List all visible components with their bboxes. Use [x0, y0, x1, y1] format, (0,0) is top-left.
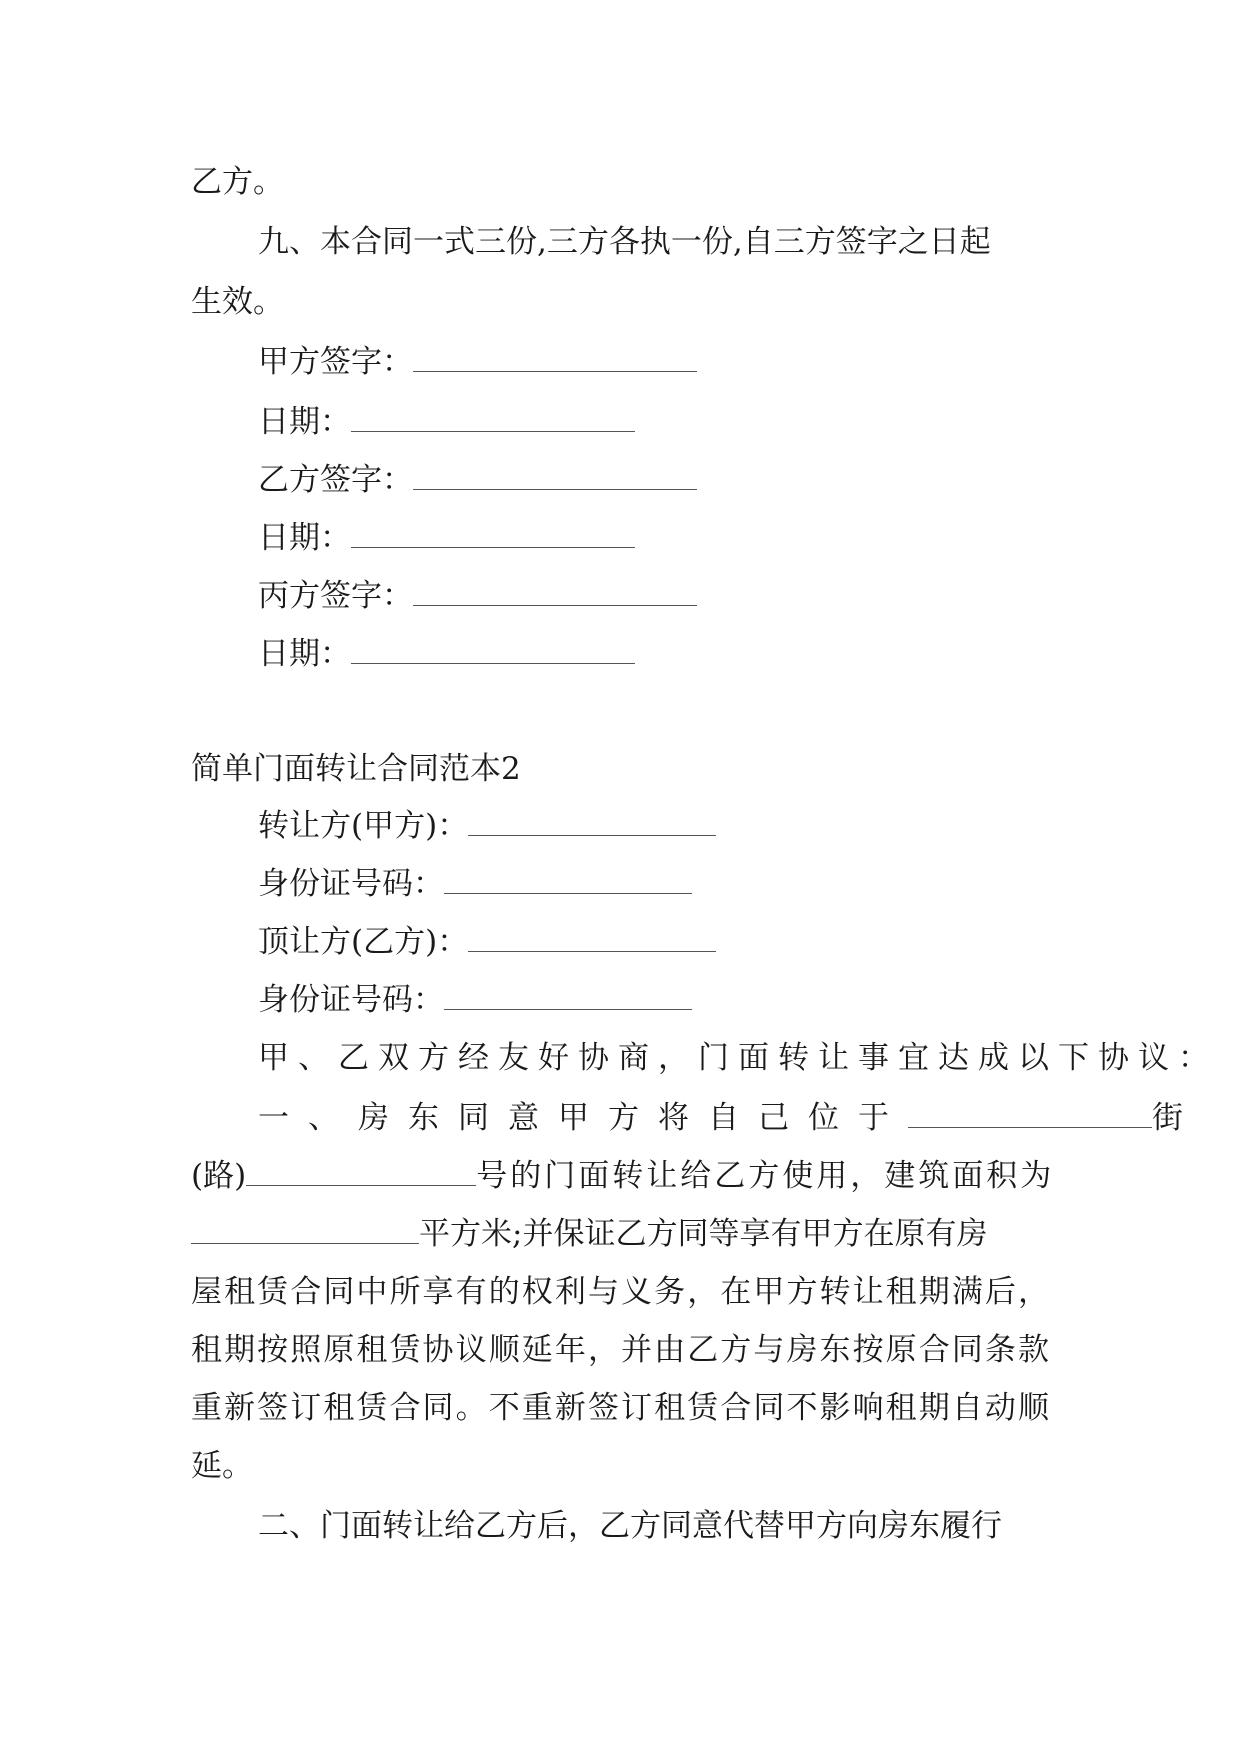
area-blank[interactable] — [191, 1217, 419, 1244]
signature-blank[interactable] — [413, 463, 697, 490]
signature-label: 丙方签字： — [258, 578, 413, 614]
field-blank[interactable] — [444, 867, 692, 894]
field-blank[interactable] — [444, 983, 692, 1010]
date-label: 日期： — [258, 404, 351, 440]
date-blank[interactable] — [351, 637, 635, 664]
clause-nine-line1: 九、本合同一式三份,三方各执一份,自三方签字之日起 — [258, 224, 991, 260]
date-party-b — [258, 518, 635, 558]
street-blank[interactable] — [908, 1101, 1152, 1128]
clause-one-line5: 租期按照原租赁协议顺延年，并由乙方与房东按原合同条款 — [191, 1332, 1049, 1368]
field-label: 身份证号码： — [258, 866, 444, 902]
field-blank[interactable] — [468, 925, 716, 952]
field-label: 顶让方(乙方)： — [258, 924, 469, 960]
field-label: 转让方(甲方)： — [258, 808, 469, 844]
clause-one-line3: 平方米;并保证乙方同等享有甲方在原有房 — [191, 1214, 987, 1254]
date-blank[interactable] — [351, 405, 635, 432]
date-label: 日期： — [258, 520, 351, 556]
transferee-line — [258, 922, 716, 962]
signature-blank[interactable] — [413, 345, 697, 372]
date-party-a — [258, 402, 635, 442]
transferor-line — [258, 806, 716, 846]
clause-one-line7: 延。 — [191, 1448, 253, 1484]
date-label: 日期： — [258, 636, 351, 672]
id-number-line — [258, 864, 692, 904]
field-blank[interactable] — [468, 809, 716, 836]
signature-label: 乙方签字： — [258, 462, 413, 498]
clause-one-line6: 重新签订租赁合同。不重新签订租赁合同不影响租期自动顺 — [191, 1390, 1049, 1426]
clause-one-line4: 屋租赁合同中所享有的权利与义务，在甲方转让租期满后， — [191, 1274, 1049, 1310]
signature-party-c — [258, 576, 697, 616]
date-party-c — [258, 634, 635, 674]
clause-two-line1: 二、门面转让给乙方后，乙方同意代替甲方向房东履行 — [258, 1508, 1002, 1544]
field-label: 身份证号码： — [258, 982, 444, 1018]
clause-one-line2: (路) 号的门面转让给乙方使用，建筑面积为 — [191, 1158, 1055, 1194]
date-blank[interactable] — [351, 521, 635, 548]
text-line: 乙方。 — [191, 164, 284, 200]
signature-label: 甲方签字： — [258, 344, 413, 380]
clause-one-line1: 一、房东同意甲方将自己位于 街 — [258, 1100, 1183, 1136]
id-number-line — [258, 980, 692, 1020]
clause-nine-line2: 生效。 — [191, 284, 284, 320]
section-title: 简单门面转让合同范本2 — [191, 751, 521, 787]
signature-party-b — [258, 460, 697, 500]
agreement-intro: 甲、乙双方经友好协商，门面转让事宜达成以下协议： — [258, 1040, 1218, 1076]
signature-party-a — [258, 342, 697, 382]
signature-blank[interactable] — [413, 579, 697, 606]
number-blank[interactable] — [246, 1159, 476, 1186]
